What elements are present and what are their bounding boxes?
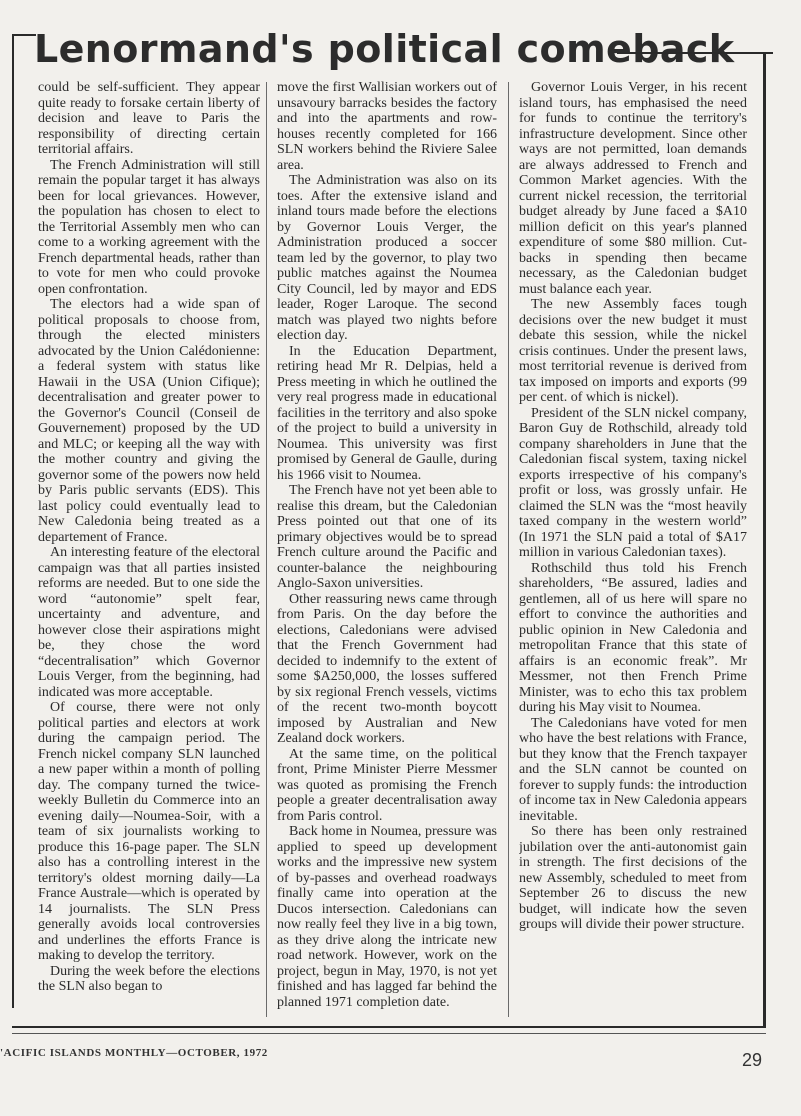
column-divider: [508, 82, 509, 1017]
frame-rule-left: [12, 56, 14, 1008]
article-paragraph: Of course, there were not only political parties and electors at work during the campaign period. The French nickel company SLN launched a new paper within a month of polling day. The company turned the twice-weekly Bulletin du Commerce into an evening daily—Noumea-Soir, with a team of six journalists working to produce this 16-page paper. The SLN also has a controlling interest in the territory's oldest morning daily—La France Australe—which is operated by 14 journalists. The SLN Press generally avoids local controversies and underlines the efforts France is making to develop the territory.: [38, 700, 260, 963]
article-paragraph: The new Assembly faces tough decisions over the new budget it must debate this session, while the nickel crisis continues. Under the present laws, most territorial revenue is derived from tax imposed on imports and exports (99 per cent. of which is nickel).: [519, 297, 747, 405]
article-title: Lenormand's political comeback: [34, 27, 735, 71]
page-number: 29: [742, 1050, 763, 1070]
article-paragraph: The French have not yet been able to realise this dream, but the Caledonian Press pointed out that one of its primary objectives would be to spread French culture around the Pacific and counter-balance the neighbouring Anglo-Saxon universities.: [277, 483, 497, 591]
article-paragraph: The Caledonians have voted for men who have the best relations with France, but they know that the French taxpayer and the SLN cannot be counted on forever to supply funds: the introduction of income tax in New Caledonia appears inevitable.: [519, 715, 747, 824]
article-column-3: [519, 80, 747, 1020]
article-paragraph: move the first Wallisian workers out of unsavoury barracks besides the factory and into the apartments and row-houses recently completed for 166 SLN workers behind the Riviere Salee area.: [277, 80, 497, 173]
article-paragraph: An interesting feature of the electoral campaign was that all parties insisted reforms are needed. But to one side the word “autonomie” spelt fear, uncertainty and adventure, and however close their aspirations might be, they chose the word “decentralisation” which Governor Louis Verger, from the beginning, had indicated was more acceptable.: [38, 545, 260, 700]
article-paragraph: The electors had a wide span of political proposals to choose from, through the elected ministers advocated by the Union Calédonienne: a federal system with status like Hawaii in the USA (Union Cifique); decentralisation and greater power to the Governor's Council (Conseil de Gouvernement) proposed by the UD and MLC; or keeping all the way with the mother country and giving the governor some of the powers now held by Paris public servants (EDS). This last policy could eventually lead to New Caledonia being treated as a departement of France.: [38, 297, 260, 545]
frame-rule-bottom: [12, 1026, 766, 1028]
publication-footer: 'ACIFIC ISLANDS MONTHLY—OCTOBER, 1972: [0, 1047, 268, 1059]
frame-rule-right: [763, 52, 766, 1027]
article-column-1: [38, 80, 260, 1020]
article-column-2: [277, 80, 497, 1020]
article-paragraph: At the same time, on the political front, Prime Minister Pierre Messmer was quoted as promising the French people a greater decentralisation away from Paris control.: [277, 746, 497, 824]
article-paragraph: Back home in Noumea, pressure was applied to speed up development works and the impressive new system of by-passes and overhead roadways finally came into operation at the Ducos intersection. Caledonians can now really feel they live in a big town, as they drive along the intricate new road network. However, work on the project, begun in May, 1970, is not yet finished and has lagged far behind the planned 1971 completion date.: [277, 824, 497, 1010]
article-paragraph: could be self-sufficient. They appear quite ready to forsake certain liberty of decision and leave to Paris the responsibility of directing certain territorial affairs.: [38, 80, 260, 157]
heading-rule-left: [12, 34, 36, 58]
article-paragraph: President of the SLN nickel company, Baron Guy de Rothschild, already told company shareholders in June that the Caledonian fiscal system, taxing nickel exports irrespective of his company's profit or loss, was grossly unfair. He claimed the SLN was the “most heavily taxed company in the western world” (In 1971 the SLN paid a total of $A17 million in various Caledonian taxes).: [519, 405, 747, 560]
article-paragraph: Governor Louis Verger, in his recent island tours, has emphasised the need for funds to continue the territory's infrastructure development. Since other ways are not permitted, loan demands are always addressed to French and Common Market agencies. With the current nickel recession, the territorial budget already by June faced a $A10 million deficit on this year's planned expenditure of some $80 million. Cut-backs in spending then became necessary, as the Caledonian budget must balance each year.: [519, 80, 747, 297]
article-heading: [0, 27, 801, 76]
column-divider: [266, 82, 267, 1017]
article-paragraph: The French Administration will still remain the popular target it has always been for local grievances. However, the population has chosen to elect to the Territorial Assembly men who can come to a working agreement with the French departmental heads, rather than to vote for men who could provoke open confrontation.: [38, 157, 260, 297]
frame-rule-bottom-inner: [12, 1033, 766, 1034]
heading-rule-right: [617, 52, 773, 54]
article-paragraph: So there has been only restrained jubilation over the anti-autonomist gain in strength. The first decisions of the new Assembly, scheduled to meet from September 26 to discuss the new budget, will indicate how the seven groups will divide their power structure.: [519, 824, 747, 932]
article-paragraph: The Administration was also on its toes. After the extensive island and inland tours made before the elections by Governor Louis Verger, the Administration produced a soccer team led by the governor, to play two public matches against the Noumea City Council, led by mayor and EDS leader, Roger Laroque. The second match was played two nights before election day.: [277, 173, 497, 343]
article-paragraph: Other reassuring news came through from Paris. On the day before the elections, Caledonians were advised that the French Government had decided to indemnify to the extent of some $A250,000, the losses suffered by six regional French vessels, victims of the recent two-month boycott imposed by Australian and New Zealand dock workers.: [277, 591, 497, 746]
article-paragraph: In the Education Department, retiring head Mr R. Delpias, held a Press meeting in which he outlined the very real progress made in educational facilities in the territory and also spoke of the project to build a university in Noumea. This university was first promised by General de Gaulle, during his 1966 visit to Noumea.: [277, 343, 497, 483]
article-paragraph: Rothschild thus told his French shareholders, “Be assured, ladies and gentlemen, all of us here will spare no effort to convince the authorities and public opinion in New Caledonia and metropolitan France that this state of affairs is an economic freak”. Mr Messmer, not then French Prime Minister, was to echo this tax problem during his May visit to Noumea.: [519, 560, 747, 715]
article-paragraph: During the week before the elections the SLN also began to: [38, 963, 260, 994]
